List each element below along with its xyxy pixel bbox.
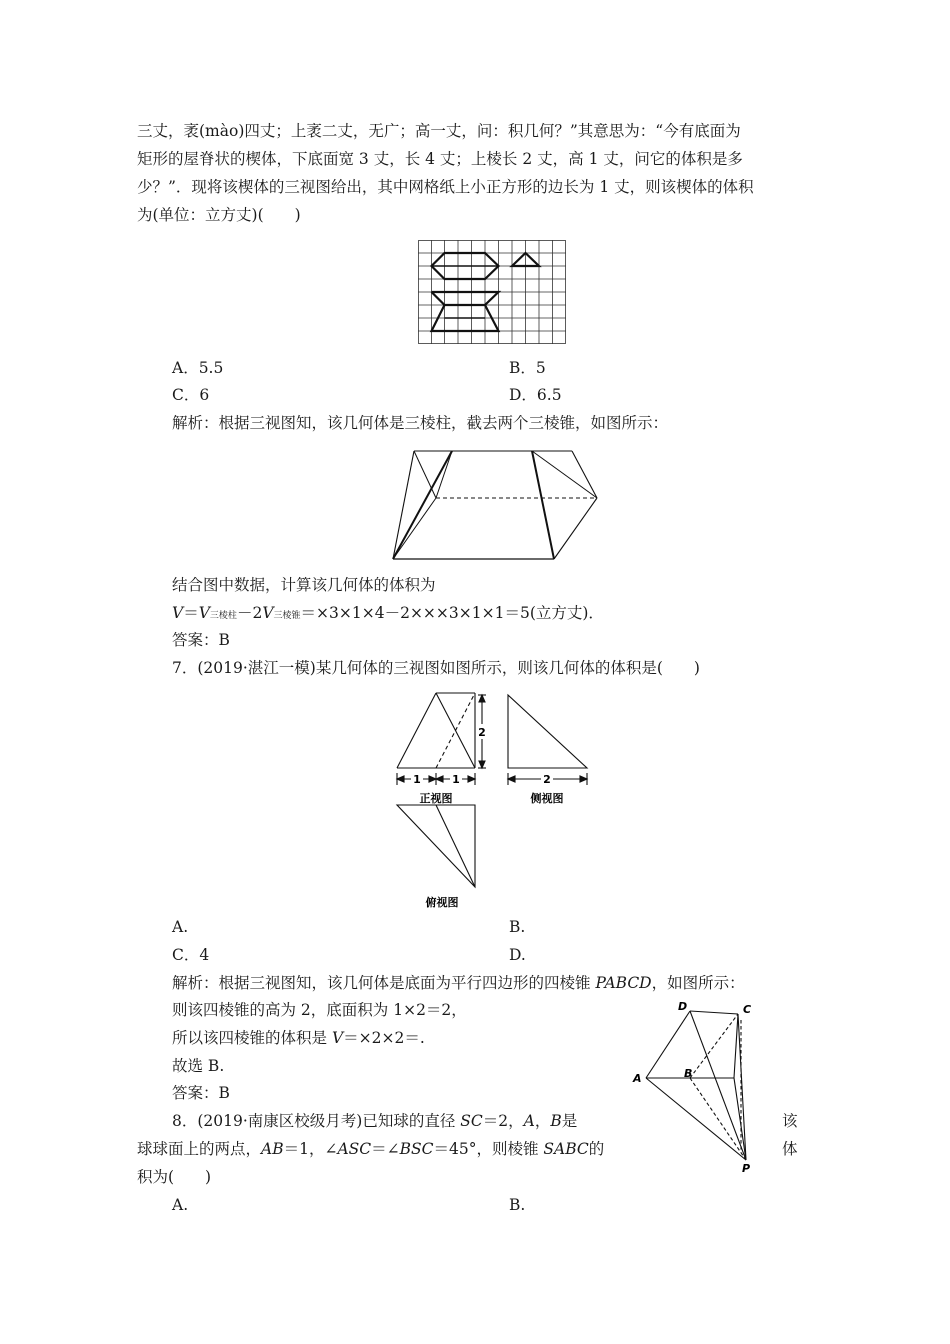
q8-b: B [550, 1112, 562, 1130]
q8-asc: ASC [337, 1140, 372, 1158]
formula-sub-prism: 三棱柱 [209, 611, 237, 621]
q7-side-dim-label: 2 [543, 773, 551, 786]
q7-left-dim-label: 1 [413, 773, 421, 786]
q6-volume-formula [172, 603, 604, 626]
q8-a: A [523, 1112, 535, 1130]
label-a: A [633, 1072, 642, 1085]
q8-sc: SC [460, 1112, 483, 1130]
q7-analysis-pre: 解析：根据三视图知，该几何体是底面为平行四边形的四棱锥 [172, 974, 596, 992]
q8-l2-mid: ＝1，∠ [283, 1140, 338, 1158]
q8-comma: ， [534, 1112, 551, 1130]
q6-prism-figure [390, 448, 600, 563]
q7-stem: 7．(2019·湛江一模)某几何体的三视图如图所示，则该几何体的体积是( ) [172, 659, 700, 677]
formula-sub-pyramid: 三棱锥 [273, 611, 301, 621]
q7-choose: 故选 B. [172, 1057, 225, 1075]
formula-minus: －2 [236, 604, 263, 622]
label-c: C [743, 1003, 752, 1016]
q8-line-1-right: 该 [782, 1112, 798, 1130]
q7-side-view-caption: 侧视图 [530, 792, 564, 805]
label-b: B [684, 1067, 693, 1080]
q6-option-a: A．5.5 [172, 359, 224, 377]
q8-ab: AB [261, 1140, 284, 1158]
q7-option-b: B. [509, 918, 526, 936]
formula-v2: V [262, 604, 274, 622]
formula-eq: ＝ [183, 604, 199, 622]
q7-volume-pre: 所以该四棱锥的体积是 [172, 1029, 332, 1047]
q6-stem-line-1: 三丈，袤(màο)四丈；上袤二丈，无广；高一丈，问：积几何？”其意思为：“今有底面为 [137, 122, 741, 140]
q8-l1-post: 是 [561, 1112, 578, 1130]
label-p: P [742, 1162, 751, 1175]
q7-front-view-caption: 正视图 [419, 792, 453, 805]
q8-line-3: 积为( ) [137, 1168, 212, 1186]
q7-volume-line [172, 1028, 425, 1048]
q8-l2-mid2: ＝∠ [371, 1140, 400, 1158]
q8-l2-pre: 球球面上的两点， [137, 1140, 262, 1158]
formula-v1: V [198, 604, 210, 622]
q7-pyramid-name: PABCD [595, 974, 652, 992]
q7-height-line: 则该四棱锥的高为 2，底面积为 1×2＝2， [172, 1001, 467, 1019]
q7-volume-v: V [331, 1029, 344, 1047]
q6-analysis: 解析：根据三视图知，该几何体是三棱柱，截去两个三棱锥，如图所示： [172, 414, 669, 432]
formula-v: V [172, 604, 184, 622]
q7-option-c: C．4 [172, 946, 210, 964]
top-view-outline [432, 292, 499, 331]
q6-option-d: D．6.5 [509, 386, 562, 404]
q7-analysis [172, 973, 745, 993]
q6-three-view-grid-figure [418, 240, 566, 345]
q7-analysis-post: ，如图所示： [651, 974, 745, 992]
formula-rest: ＝×3×1×4－2×××3×1×1＝5(立方丈)． [300, 604, 604, 622]
label-d: D [678, 1000, 688, 1013]
q8-line-1 [172, 1111, 577, 1131]
q6-option-b: B．5 [509, 359, 546, 377]
q7-height-dim-label: 2 [478, 726, 486, 739]
q6-option-c: C．6 [172, 386, 210, 404]
q7-volume-post: ＝×2×2＝. [343, 1029, 425, 1047]
q8-l1-pre: 8．(2019·南康区校级月考)已知球的直径 [172, 1112, 461, 1130]
q7-option-d: D. [509, 946, 526, 964]
q6-stem-line-2: 矩形的屋脊状的楔体，下底面宽 3 丈，长 4 丈；上棱长 2 丈，高 1 丈，问它的体积是多 [137, 150, 743, 168]
q7-three-view-figure [392, 690, 592, 915]
q6-stem-line-4: 为(单位：立方丈)( ) [137, 206, 301, 224]
q8-sabc: SABC [543, 1140, 589, 1158]
q6-stem-line-3: 少？”．现将该楔体的三视图给出，其中网格纸上小正方形的边长为 1 丈，则该楔体的体积 [137, 178, 754, 196]
q8-l2-mid3: ＝45°，则棱锥 [433, 1140, 544, 1158]
q8-bsc: BSC [399, 1140, 434, 1158]
q8-line-2 [137, 1139, 604, 1159]
q8-option-a: A. [172, 1196, 189, 1214]
q8-line-2-right: 体 [782, 1140, 798, 1158]
q7-top-view-caption: 俯视图 [425, 896, 459, 909]
q6-answer: 答案：B [172, 631, 230, 649]
q7-right-dim-label: 1 [452, 773, 460, 786]
q8-option-b: B. [509, 1196, 526, 1214]
q6-combine-text: 结合图中数据，计算该几何体的体积为 [172, 576, 436, 594]
q7-pyramid-figure [628, 1000, 768, 1175]
q8-l1-mid: ＝2， [482, 1112, 524, 1130]
q7-answer: 答案：B [172, 1084, 230, 1102]
q7-option-a: A. [172, 918, 189, 936]
q8-l2-post: 的 [588, 1140, 605, 1158]
